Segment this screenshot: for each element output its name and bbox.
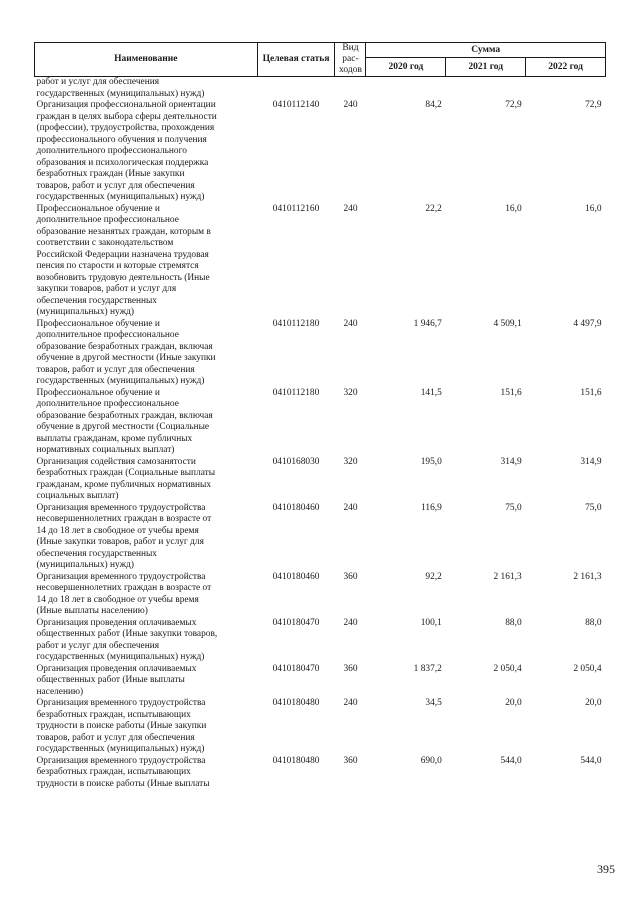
row-sum-2022: 2 050,4	[573, 663, 602, 674]
row-sum-2022: 88,0	[585, 617, 602, 628]
row-name-line: населению)	[36, 686, 84, 697]
row-sum-2021: 544,0	[500, 755, 522, 766]
header-type-line2: рас-	[342, 54, 359, 64]
row-name-line: обеспечения государственных	[36, 548, 157, 559]
row-sum-2020: 141,5	[420, 387, 442, 398]
row-sum-2022: 72,9	[585, 100, 602, 110]
table-row	[35, 457, 606, 503]
row-name-line: профессионального обучения и получения	[36, 134, 207, 145]
row-name-line: социальных выплат)	[36, 491, 119, 501]
row-name-line: Организация проведения оплачиваемых	[36, 663, 197, 674]
table-row	[35, 618, 606, 664]
row-sum-2021: 4 509,1	[493, 318, 522, 329]
row-sum-2022: 75,0	[585, 502, 602, 513]
row-name-line: (Иные закупки товаров, работ и услуг для	[36, 537, 204, 547]
row-name-line: Профессиональное обучение и	[36, 203, 160, 214]
row-expense-type: 320	[343, 456, 358, 467]
table-row	[35, 503, 606, 572]
header-year-2020: 2020 год	[366, 58, 446, 77]
row-name-line: обучение в другой местности (Иные закупки	[36, 353, 216, 363]
row-sum-2022: 2 161,3	[573, 571, 602, 582]
header-expense-type	[335, 43, 366, 77]
row-sum-2021: 88,0	[505, 617, 522, 628]
table-row	[35, 664, 606, 699]
row-name	[35, 100, 258, 204]
row-name-line: обеспечения государственных	[36, 295, 157, 306]
row-target-code: 0410168030	[272, 456, 320, 467]
row-name-line: (Иные выплаты населению)	[36, 606, 148, 616]
row-name-line: выплаты гражданам, кроме публичных	[36, 433, 193, 444]
row-target-code: 0410180470	[272, 617, 320, 628]
row-sum-2020: 22,2	[425, 203, 442, 214]
header-name: Наименование	[35, 43, 258, 77]
row-name-line: граждан в целях выбора сферы деятельности	[36, 111, 217, 122]
row-name	[35, 204, 258, 319]
row-name-line: закупки товаров, работ и услуг для	[36, 284, 177, 294]
row-name-line: безработных граждан, испытывающих	[36, 709, 191, 720]
row-name-line: товаров, работ и услуг для обеспечения	[36, 180, 195, 191]
row-target-code: 0410180480	[272, 755, 320, 766]
row-sum-2021: 20,0	[505, 698, 522, 708]
row-target-code: 0410112160	[272, 203, 320, 214]
page-number: 395	[597, 862, 615, 876]
row-name-line: (муниципальных) нужд)	[36, 307, 134, 317]
row-name-line: Организация временного трудоустройства	[36, 755, 206, 766]
row-sum-2020: 690,0	[420, 755, 442, 766]
row-name-line: возобновить трудовую деятельность (Иные	[36, 272, 210, 283]
row-name-line: государственных (муниципальных) нужд)	[36, 376, 205, 386]
row-name-line: безработных граждан (Иные закупки	[36, 169, 185, 179]
row-name	[35, 618, 258, 664]
row-name	[35, 503, 258, 572]
row-target-code: 0410112180	[272, 387, 320, 398]
row-name-line: дополнительное профессиональное	[36, 399, 179, 409]
continuation-text	[35, 77, 258, 101]
row-target-code: 0410112140	[272, 100, 320, 110]
row-name-line: Организация проведения оплачиваемых	[36, 617, 197, 628]
row-name-line: нормативных социальных выплат)	[36, 445, 175, 455]
row-name-line: общественных работ (Иные выплаты	[36, 675, 185, 685]
row-expense-type: 240	[343, 502, 358, 513]
row-name-line: Организация временного трудоустройства	[36, 571, 206, 582]
row-sum-2021: 16,0	[505, 203, 522, 214]
row-sum-2022: 314,9	[580, 456, 602, 467]
row-name-line: Российской Федерации назначена трудовая	[36, 249, 209, 260]
header-type-line1: Вид	[342, 43, 359, 53]
row-name	[35, 572, 258, 618]
row-name-line: Организация профессиональной ориентации	[36, 100, 216, 110]
row-sum-2020: 92,2	[425, 571, 442, 582]
row-name-line: дополнительное профессиональное	[36, 330, 179, 340]
row-sum-2021: 72,9	[505, 100, 522, 110]
row-name-line: трудности в поиске работы (Иные закупки	[36, 721, 207, 731]
row-sum-2022: 4 497,9	[573, 318, 602, 329]
row-name-line: образование незанятых граждан, которым в	[36, 226, 211, 237]
budget-table	[34, 42, 606, 790]
row-sum-2020: 1 837,2	[413, 663, 442, 674]
row-sum-2020: 100,1	[420, 617, 442, 628]
row-name-line: соответствии с законодательством	[36, 238, 174, 248]
row-sum-2021: 151,6	[500, 387, 522, 398]
row-name-line: несовершеннолетних граждан в возрасте от	[36, 514, 212, 524]
row-name-line: 14 до 18 лет в свободное от учебы время	[36, 525, 199, 536]
row-expense-type: 240	[343, 617, 358, 628]
row-name-line: государственных (муниципальных) нужд)	[36, 652, 205, 662]
row-name	[35, 756, 258, 791]
row-sum-2021: 75,0	[505, 502, 522, 513]
row-sum-2022: 20,0	[585, 698, 602, 708]
row-name-line: государственных (муниципальных) нужд)	[36, 744, 205, 754]
row-target-code: 0410180480	[272, 698, 320, 708]
row-name	[35, 698, 258, 756]
header-year-2021: 2021 год	[446, 58, 526, 77]
row-expense-type: 240	[343, 203, 358, 214]
row-sum-2020: 1 946,7	[413, 318, 442, 329]
row-expense-type: 360	[343, 571, 358, 582]
row-sum-2022: 16,0	[585, 203, 602, 214]
row-expense-type: 240	[343, 318, 358, 329]
row-name-line: Организация временного трудоустройства	[36, 502, 206, 513]
table-row	[35, 698, 606, 756]
row-name-line: Организация временного трудоустройства	[36, 698, 206, 708]
row-sum-2021: 2 050,4	[493, 663, 522, 674]
table-row	[35, 756, 606, 791]
row-name-line: трудности в поиске работы (Иные выплаты	[36, 778, 210, 789]
row-name-line: образование безработных граждан, включая	[36, 341, 213, 352]
row-expense-type: 320	[343, 387, 358, 398]
row-name	[35, 664, 258, 699]
row-name	[35, 319, 258, 388]
row-name-line: несовершеннолетних граждан в возрасте от	[36, 583, 212, 593]
table-body	[35, 77, 606, 791]
continuation-line: работ и услуг для обеспечения	[36, 77, 160, 87]
continuation-row	[35, 77, 606, 101]
row-expense-type: 360	[343, 755, 358, 766]
row-name	[35, 457, 258, 503]
row-name-line: 14 до 18 лет в свободное от учебы время	[36, 594, 199, 605]
row-sum-2020: 84,2	[425, 100, 442, 110]
row-name-line: общественных работ (Иные закупки товаров,	[36, 629, 218, 639]
row-expense-type: 240	[343, 100, 358, 110]
table-row	[35, 388, 606, 457]
table-row	[35, 319, 606, 388]
row-name-line: безработных граждан (Социальные выплаты	[36, 468, 216, 478]
row-sum-2021: 2 161,3	[493, 571, 522, 582]
row-name-line: Организация содействия самозанятости	[36, 456, 196, 467]
row-name-line: Профессиональное обучение и	[36, 318, 160, 329]
row-target-code: 0410112180	[272, 318, 320, 329]
header-type-line3: ходов	[339, 65, 362, 75]
row-name-line: Профессиональное обучение и	[36, 387, 160, 398]
row-name-line: образование безработных граждан, включая	[36, 410, 213, 421]
row-sum-2021: 314,9	[500, 456, 522, 467]
header-sum: Сумма	[366, 43, 606, 58]
row-expense-type: 240	[343, 698, 358, 708]
row-name-line: (муниципальных) нужд)	[36, 560, 134, 570]
row-name-line: товаров, работ и услуг для обеспечения	[36, 732, 195, 743]
row-target-code: 0410180460	[272, 571, 320, 582]
row-name-line: (профессии), трудоустройства, прохождения	[36, 123, 215, 133]
header-year-2022: 2022 год	[526, 58, 606, 77]
table-row	[35, 572, 606, 618]
row-name-line: образования и психологическая поддержка	[36, 157, 209, 168]
row-name-line: государственных (муниципальных) нужд)	[36, 192, 205, 202]
continuation-line: государственных (муниципальных) нужд)	[36, 88, 205, 99]
table-row	[35, 100, 606, 204]
row-name-line: товаров, работ и услуг для обеспечения	[36, 364, 195, 375]
row-sum-2020: 116,9	[421, 502, 442, 513]
row-sum-2020: 34,5	[425, 698, 442, 708]
row-name	[35, 388, 258, 457]
row-target-code: 0410180470	[272, 663, 320, 674]
row-sum-2022: 544,0	[580, 755, 602, 766]
row-name-line: гражданам, кроме публичных нормативных	[36, 479, 212, 490]
row-name-line: дополнительного профессионального	[36, 146, 187, 156]
header-target: Целевая статья	[257, 43, 335, 77]
row-name-line: работ и услуг для обеспечения	[36, 640, 160, 651]
row-name-line: обучение в другой местности (Социальные	[36, 422, 210, 432]
row-expense-type: 360	[343, 663, 358, 674]
row-sum-2022: 151,6	[580, 387, 602, 398]
row-name-line: пенсия по старости и которые стремятся	[36, 261, 199, 271]
table-row	[35, 204, 606, 319]
row-sum-2020: 195,0	[420, 456, 442, 467]
row-name-line: безработных граждан, испытывающих	[36, 767, 191, 777]
row-name-line: дополнительное профессиональное	[36, 215, 179, 225]
row-target-code: 0410180460	[272, 502, 320, 513]
